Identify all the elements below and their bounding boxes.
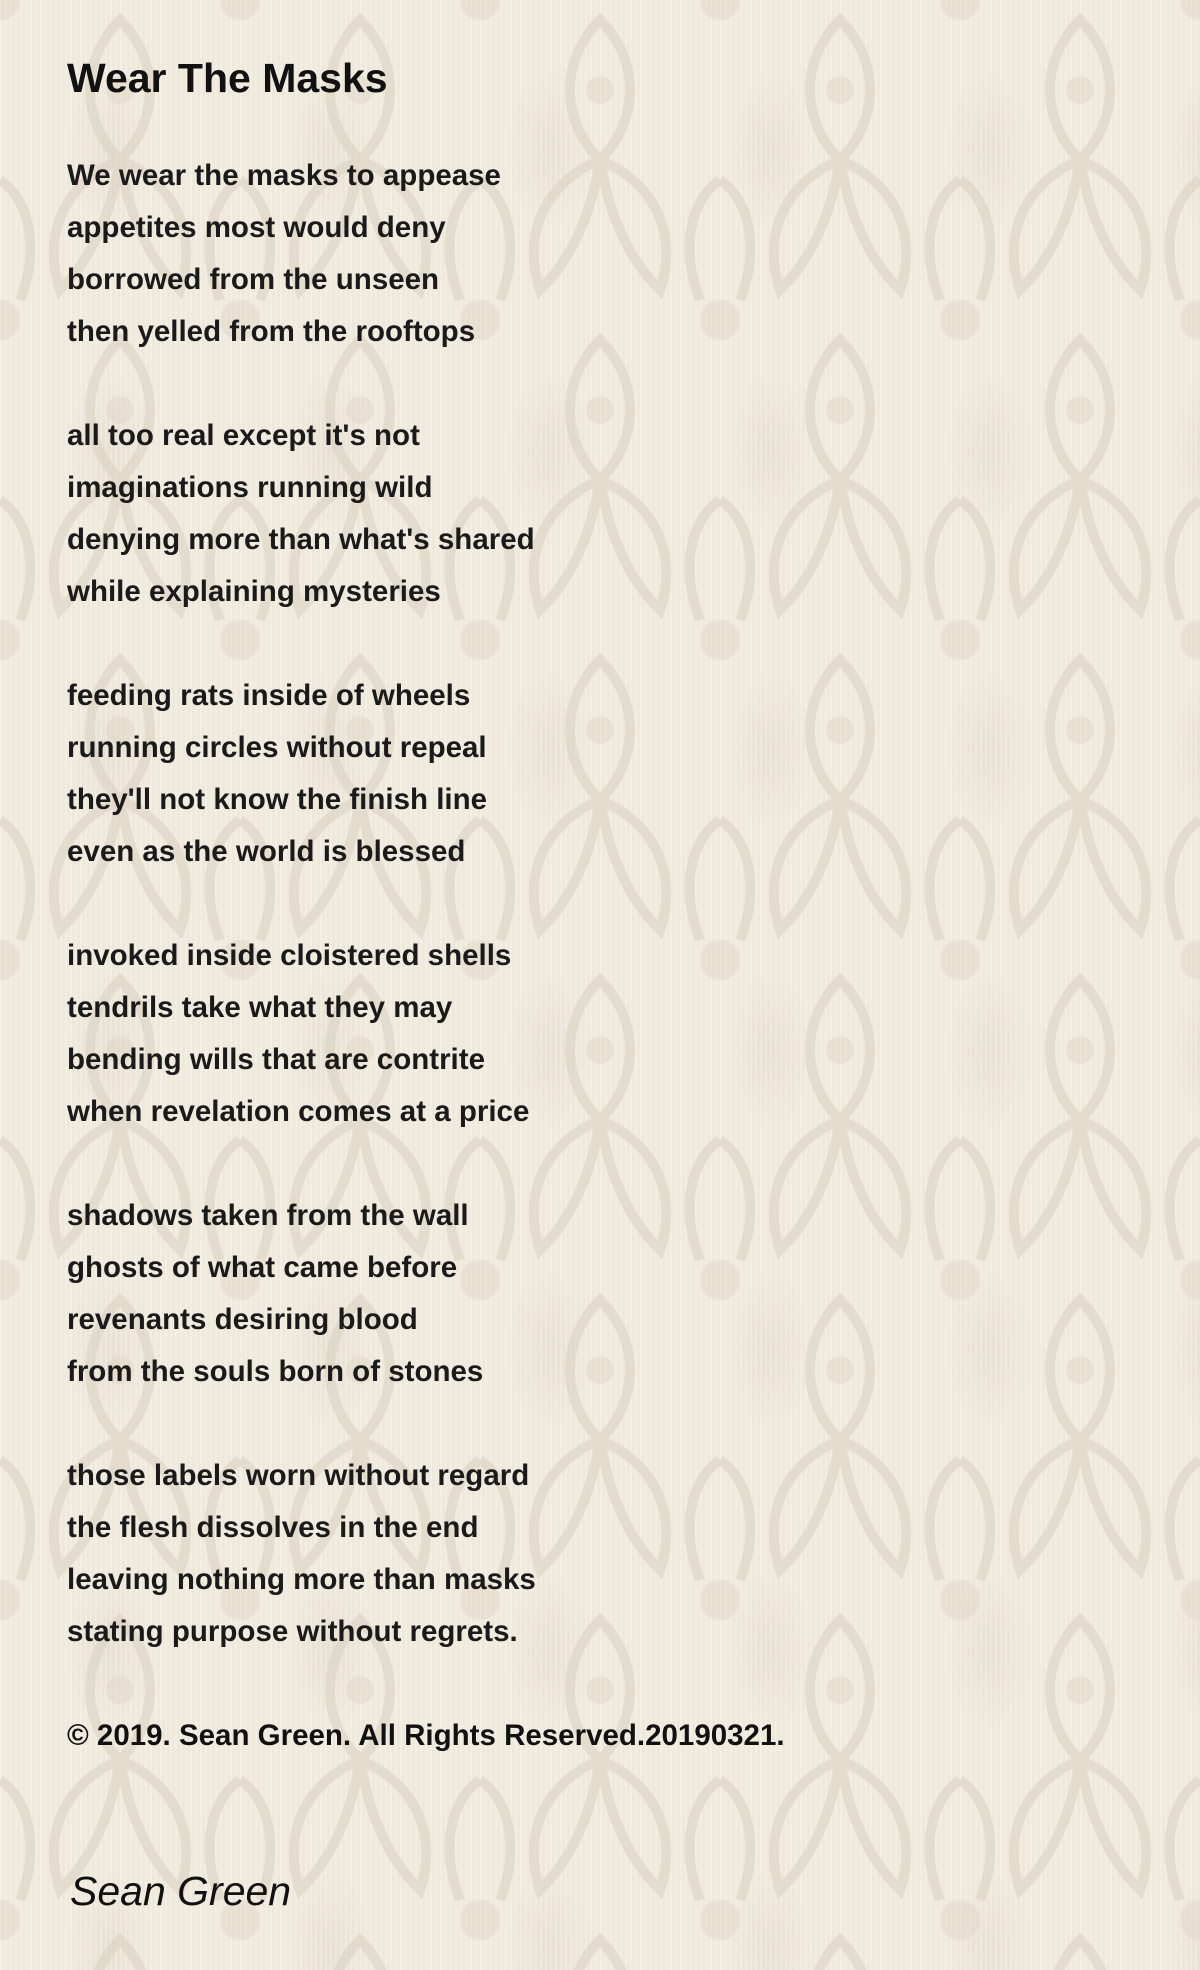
poem-line: shadows taken from the wall	[67, 1199, 469, 1232]
poem-line: from the souls born of stones	[67, 1355, 484, 1388]
poem-line: the flesh dissolves in the end	[67, 1511, 479, 1544]
author-signature: Sean Green	[70, 1868, 292, 1914]
poem-body	[67, 150, 1147, 1762]
poem-line: denying more than what's shared	[67, 523, 535, 556]
poem-title: Wear The Masks	[67, 55, 388, 101]
poem-line: then yelled from the rooftops	[67, 315, 476, 348]
poem-line: imaginations running wild	[67, 471, 433, 504]
poem-line: bending wills that are contrite	[67, 1043, 485, 1076]
stanza-3	[67, 670, 1147, 878]
poem-line: We wear the masks to appease	[67, 159, 501, 192]
poem-line: tendrils take what they may	[67, 991, 453, 1024]
poem-line: those labels worn without regard	[67, 1459, 530, 1492]
stanza-1	[67, 150, 1147, 358]
poem-line: feeding rats inside of wheels	[67, 679, 471, 712]
poem-line: ghosts of what came before	[67, 1251, 458, 1284]
poem-line: appetites most would deny	[67, 211, 446, 244]
poem-line: even as the world is blessed	[67, 835, 466, 868]
poem-card	[67, 48, 1147, 1762]
copyright-notice: © 2019. Sean Green. All Rights Reserved.20190321.	[67, 1719, 785, 1752]
poem-line: invoked inside cloistered shells	[67, 939, 512, 972]
stanza-5	[67, 1190, 1147, 1398]
poem-line: they'll not know the finish line	[67, 783, 488, 816]
stanza-4	[67, 930, 1147, 1138]
poem-line: revenants desiring blood	[67, 1303, 418, 1336]
poem-line: running circles without repeal	[67, 731, 487, 764]
poem-line: when revelation comes at a price	[67, 1095, 530, 1128]
poem-line: leaving nothing more than masks	[67, 1563, 536, 1596]
poem-line: all too real except it's not	[67, 419, 420, 452]
poem-line: stating purpose without regrets.	[67, 1615, 518, 1648]
stanza-6	[67, 1450, 1147, 1658]
poem-line: borrowed from the unseen	[67, 263, 440, 296]
poem-line: while explaining mysteries	[67, 575, 441, 608]
stanza-2	[67, 410, 1147, 618]
